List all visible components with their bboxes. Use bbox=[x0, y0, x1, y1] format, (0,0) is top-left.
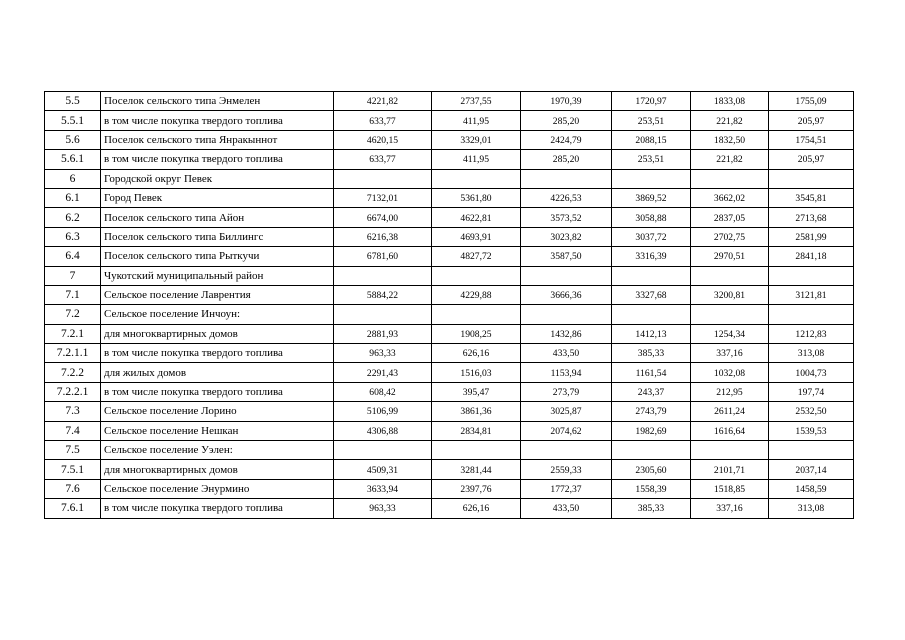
row-value-3: 3025,87 bbox=[521, 402, 612, 421]
row-value-1: 3633,94 bbox=[334, 479, 432, 498]
row-code: 5.5 bbox=[45, 92, 101, 111]
row-value-1: 6216,38 bbox=[334, 227, 432, 246]
row-value-2: 4229,88 bbox=[432, 285, 521, 304]
row-value-5: 3200,81 bbox=[691, 285, 769, 304]
row-value-3: 1153,94 bbox=[521, 363, 612, 382]
row-code: 7 bbox=[45, 266, 101, 285]
row-code: 7.6 bbox=[45, 479, 101, 498]
row-name: Сельское поселение Энурмино bbox=[101, 479, 334, 498]
row-value-3: 285,20 bbox=[521, 150, 612, 169]
row-code: 7.2.2 bbox=[45, 363, 101, 382]
row-value-3 bbox=[521, 169, 612, 188]
row-value-4: 1982,69 bbox=[612, 421, 691, 440]
row-value-3: 3587,50 bbox=[521, 247, 612, 266]
row-code: 6.4 bbox=[45, 247, 101, 266]
row-value-2 bbox=[432, 305, 521, 324]
row-value-6 bbox=[769, 169, 854, 188]
row-value-1: 963,33 bbox=[334, 344, 432, 363]
row-value-4: 3327,68 bbox=[612, 285, 691, 304]
table-row bbox=[45, 285, 854, 304]
table-row bbox=[45, 402, 854, 421]
row-value-1: 6781,60 bbox=[334, 247, 432, 266]
row-value-3: 2074,62 bbox=[521, 421, 612, 440]
table-row bbox=[45, 169, 854, 188]
row-value-5: 337,16 bbox=[691, 499, 769, 518]
table-row bbox=[45, 479, 854, 498]
row-value-2: 2397,76 bbox=[432, 479, 521, 498]
row-value-5: 1518,85 bbox=[691, 479, 769, 498]
row-value-6: 197,74 bbox=[769, 382, 854, 401]
row-name: для многоквартирных домов bbox=[101, 460, 334, 479]
row-value-5: 2970,51 bbox=[691, 247, 769, 266]
row-value-3: 433,50 bbox=[521, 499, 612, 518]
row-value-1: 4509,31 bbox=[334, 460, 432, 479]
row-code: 7.4 bbox=[45, 421, 101, 440]
row-value-6: 3545,81 bbox=[769, 188, 854, 207]
row-code: 7.2.1.1 bbox=[45, 344, 101, 363]
row-value-4: 243,37 bbox=[612, 382, 691, 401]
row-value-2: 2834,81 bbox=[432, 421, 521, 440]
row-value-3: 3573,52 bbox=[521, 208, 612, 227]
row-value-5: 221,82 bbox=[691, 150, 769, 169]
table-row bbox=[45, 92, 854, 111]
row-value-6: 2841,18 bbox=[769, 247, 854, 266]
row-value-5: 2837,05 bbox=[691, 208, 769, 227]
row-value-2: 411,95 bbox=[432, 150, 521, 169]
row-value-2: 626,16 bbox=[432, 499, 521, 518]
row-value-3: 1772,37 bbox=[521, 479, 612, 498]
table-row bbox=[45, 266, 854, 285]
row-name: в том числе покупка твердого топлива bbox=[101, 344, 334, 363]
row-value-6: 2037,14 bbox=[769, 460, 854, 479]
row-value-3: 3023,82 bbox=[521, 227, 612, 246]
row-name: Сельское поселение Инчоун: bbox=[101, 305, 334, 324]
row-name: для жилых домов bbox=[101, 363, 334, 382]
row-value-3: 1432,86 bbox=[521, 324, 612, 343]
row-value-4: 1720,97 bbox=[612, 92, 691, 111]
row-value-4: 2305,60 bbox=[612, 460, 691, 479]
row-code: 7.5.1 bbox=[45, 460, 101, 479]
row-name: в том числе покупка твердого топлива bbox=[101, 382, 334, 401]
row-value-5: 3662,02 bbox=[691, 188, 769, 207]
row-value-2: 1516,03 bbox=[432, 363, 521, 382]
row-value-5: 1254,34 bbox=[691, 324, 769, 343]
row-value-2 bbox=[432, 441, 521, 460]
row-value-6: 1539,53 bbox=[769, 421, 854, 440]
row-name: Поселок сельского типа Айон bbox=[101, 208, 334, 227]
table-row bbox=[45, 305, 854, 324]
row-value-4: 1412,13 bbox=[612, 324, 691, 343]
row-value-1: 963,33 bbox=[334, 499, 432, 518]
tariff-table bbox=[44, 91, 854, 519]
row-value-1: 633,77 bbox=[334, 111, 432, 130]
row-name: Сельское поселение Нешкан bbox=[101, 421, 334, 440]
table-row bbox=[45, 441, 854, 460]
row-code: 7.1 bbox=[45, 285, 101, 304]
row-value-3: 2559,33 bbox=[521, 460, 612, 479]
row-value-2: 626,16 bbox=[432, 344, 521, 363]
row-name: в том числе покупка твердого топлива bbox=[101, 111, 334, 130]
row-value-1: 7132,01 bbox=[334, 188, 432, 207]
row-value-2: 5361,80 bbox=[432, 188, 521, 207]
row-name: Сельское поселение Лорино bbox=[101, 402, 334, 421]
row-value-5: 1832,50 bbox=[691, 130, 769, 149]
row-value-1: 633,77 bbox=[334, 150, 432, 169]
row-value-5 bbox=[691, 169, 769, 188]
row-value-6: 1004,73 bbox=[769, 363, 854, 382]
row-value-3: 273,79 bbox=[521, 382, 612, 401]
row-value-2: 411,95 bbox=[432, 111, 521, 130]
row-value-3: 1970,39 bbox=[521, 92, 612, 111]
row-value-1: 4306,88 bbox=[334, 421, 432, 440]
row-value-5 bbox=[691, 266, 769, 285]
row-value-4: 3037,72 bbox=[612, 227, 691, 246]
row-code: 6.1 bbox=[45, 188, 101, 207]
row-value-6: 313,08 bbox=[769, 499, 854, 518]
row-value-5 bbox=[691, 441, 769, 460]
row-code: 5.6 bbox=[45, 130, 101, 149]
row-value-4: 3316,39 bbox=[612, 247, 691, 266]
row-value-3 bbox=[521, 266, 612, 285]
row-value-4: 2088,15 bbox=[612, 130, 691, 149]
row-code: 7.3 bbox=[45, 402, 101, 421]
row-value-4: 253,51 bbox=[612, 150, 691, 169]
row-value-1 bbox=[334, 305, 432, 324]
row-value-6: 1212,83 bbox=[769, 324, 854, 343]
row-name: Городской округ Певек bbox=[101, 169, 334, 188]
row-value-2: 4622,81 bbox=[432, 208, 521, 227]
row-value-6: 2581,99 bbox=[769, 227, 854, 246]
table-row bbox=[45, 111, 854, 130]
row-value-6: 205,97 bbox=[769, 150, 854, 169]
row-value-1: 2291,43 bbox=[334, 363, 432, 382]
row-value-3 bbox=[521, 441, 612, 460]
table-row bbox=[45, 382, 854, 401]
row-value-4: 1161,54 bbox=[612, 363, 691, 382]
row-name: Поселок сельского типа Энмелен bbox=[101, 92, 334, 111]
row-code: 6 bbox=[45, 169, 101, 188]
row-name: Поселок сельского типа Рыткучи bbox=[101, 247, 334, 266]
row-value-4 bbox=[612, 441, 691, 460]
row-value-6 bbox=[769, 305, 854, 324]
row-value-2 bbox=[432, 266, 521, 285]
row-name: Поселок сельского типа Биллингс bbox=[101, 227, 334, 246]
row-value-2: 3861,36 bbox=[432, 402, 521, 421]
row-code: 7.5 bbox=[45, 441, 101, 460]
row-value-1: 608,42 bbox=[334, 382, 432, 401]
row-value-2: 1908,25 bbox=[432, 324, 521, 343]
row-value-3: 433,50 bbox=[521, 344, 612, 363]
row-value-4: 3058,88 bbox=[612, 208, 691, 227]
row-name: в том числе покупка твердого топлива bbox=[101, 499, 334, 518]
table-row bbox=[45, 130, 854, 149]
row-value-4: 385,33 bbox=[612, 344, 691, 363]
row-value-5: 2611,24 bbox=[691, 402, 769, 421]
row-code: 7.2 bbox=[45, 305, 101, 324]
row-name: Поселок сельского типа Янракыннот bbox=[101, 130, 334, 149]
row-value-5: 337,16 bbox=[691, 344, 769, 363]
row-value-3: 285,20 bbox=[521, 111, 612, 130]
row-value-6: 2532,50 bbox=[769, 402, 854, 421]
row-code: 5.6.1 bbox=[45, 150, 101, 169]
row-value-4 bbox=[612, 266, 691, 285]
row-value-5 bbox=[691, 305, 769, 324]
row-value-4: 1558,39 bbox=[612, 479, 691, 498]
row-value-6: 313,08 bbox=[769, 344, 854, 363]
row-value-6: 1754,51 bbox=[769, 130, 854, 149]
row-value-6: 3121,81 bbox=[769, 285, 854, 304]
table-row bbox=[45, 324, 854, 343]
row-code: 7.2.2.1 bbox=[45, 382, 101, 401]
table-row bbox=[45, 363, 854, 382]
row-value-6: 2713,68 bbox=[769, 208, 854, 227]
row-name: в том числе покупка твердого топлива bbox=[101, 150, 334, 169]
table-row bbox=[45, 227, 854, 246]
table-row bbox=[45, 499, 854, 518]
row-value-2: 2737,55 bbox=[432, 92, 521, 111]
row-value-4: 2743,79 bbox=[612, 402, 691, 421]
row-code: 6.2 bbox=[45, 208, 101, 227]
row-value-3 bbox=[521, 305, 612, 324]
row-value-4 bbox=[612, 169, 691, 188]
row-value-3: 2424,79 bbox=[521, 130, 612, 149]
table-row bbox=[45, 460, 854, 479]
row-value-5: 1616,64 bbox=[691, 421, 769, 440]
row-value-2: 4827,72 bbox=[432, 247, 521, 266]
row-value-5: 221,82 bbox=[691, 111, 769, 130]
table-row bbox=[45, 188, 854, 207]
row-code: 7.6.1 bbox=[45, 499, 101, 518]
row-value-4: 3869,52 bbox=[612, 188, 691, 207]
row-value-5: 1833,08 bbox=[691, 92, 769, 111]
row-value-5: 1032,08 bbox=[691, 363, 769, 382]
row-name: Чукотский муниципальный район bbox=[101, 266, 334, 285]
table-row bbox=[45, 208, 854, 227]
row-value-1: 6674,00 bbox=[334, 208, 432, 227]
row-value-5: 2702,75 bbox=[691, 227, 769, 246]
table-body bbox=[45, 92, 854, 519]
row-value-4 bbox=[612, 305, 691, 324]
row-value-5: 212,95 bbox=[691, 382, 769, 401]
row-value-1 bbox=[334, 266, 432, 285]
row-value-1: 4620,15 bbox=[334, 130, 432, 149]
row-value-1: 4221,82 bbox=[334, 92, 432, 111]
table-row bbox=[45, 344, 854, 363]
row-name: Сельское поселение Уэлен: bbox=[101, 441, 334, 460]
row-value-4: 253,51 bbox=[612, 111, 691, 130]
table-row bbox=[45, 421, 854, 440]
row-value-2 bbox=[432, 169, 521, 188]
row-code: 6.3 bbox=[45, 227, 101, 246]
table-row bbox=[45, 247, 854, 266]
row-value-1: 5106,99 bbox=[334, 402, 432, 421]
row-value-5: 2101,71 bbox=[691, 460, 769, 479]
row-code: 7.2.1 bbox=[45, 324, 101, 343]
row-value-1 bbox=[334, 169, 432, 188]
row-value-6: 1458,59 bbox=[769, 479, 854, 498]
row-value-6 bbox=[769, 266, 854, 285]
row-value-6: 205,97 bbox=[769, 111, 854, 130]
row-value-6: 1755,09 bbox=[769, 92, 854, 111]
row-value-3: 4226,53 bbox=[521, 188, 612, 207]
row-value-1: 2881,93 bbox=[334, 324, 432, 343]
row-value-3: 3666,36 bbox=[521, 285, 612, 304]
row-value-1 bbox=[334, 441, 432, 460]
row-value-6 bbox=[769, 441, 854, 460]
row-name: для многоквартирных домов bbox=[101, 324, 334, 343]
row-code: 5.5.1 bbox=[45, 111, 101, 130]
row-value-4: 385,33 bbox=[612, 499, 691, 518]
row-value-2: 3281,44 bbox=[432, 460, 521, 479]
table-row bbox=[45, 150, 854, 169]
row-name: Город Певек bbox=[101, 188, 334, 207]
row-name: Сельское поселение Лаврентия bbox=[101, 285, 334, 304]
row-value-2: 3329,01 bbox=[432, 130, 521, 149]
row-value-2: 395,47 bbox=[432, 382, 521, 401]
row-value-1: 5884,22 bbox=[334, 285, 432, 304]
row-value-2: 4693,91 bbox=[432, 227, 521, 246]
